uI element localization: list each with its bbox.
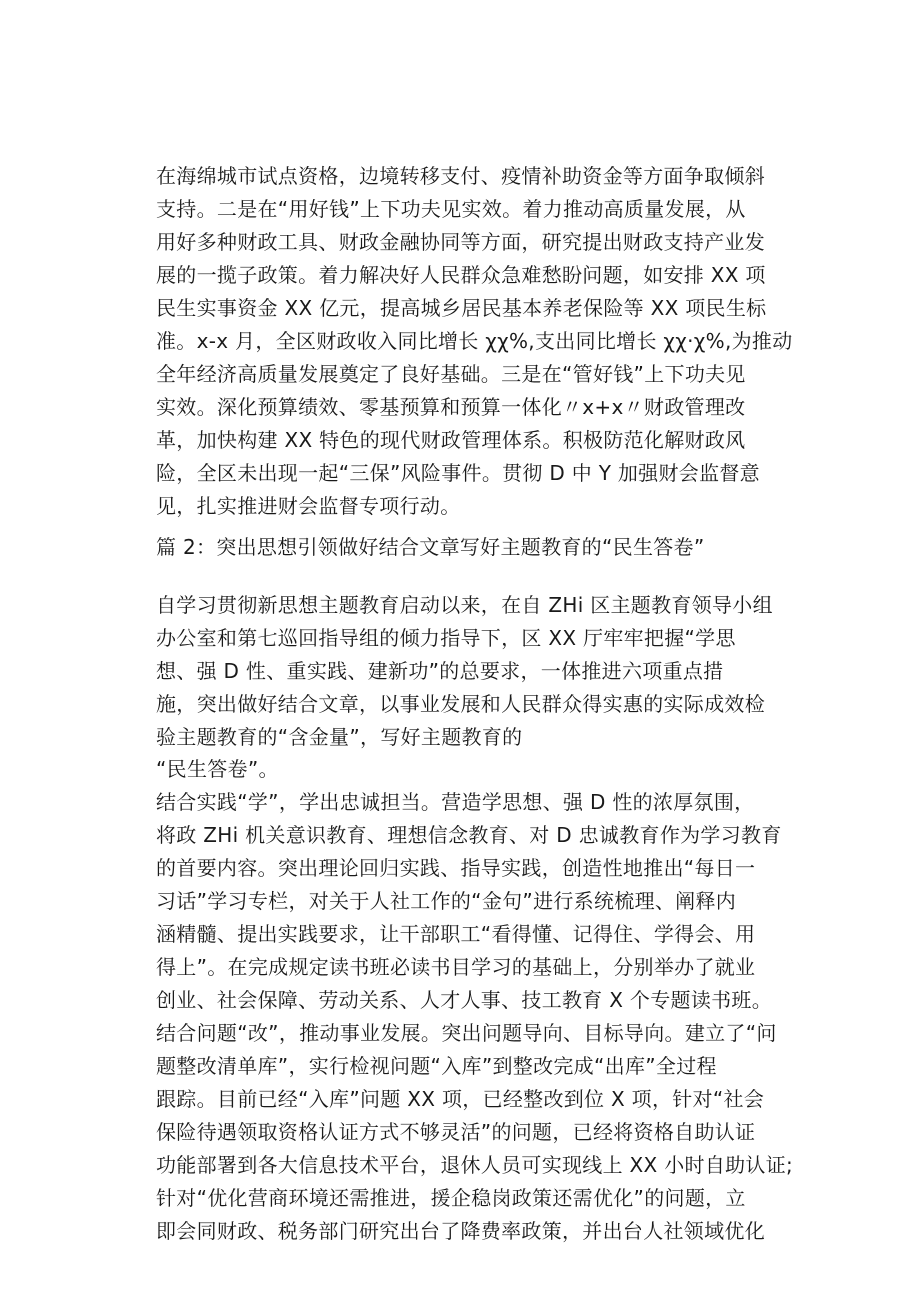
section-heading: 篇 2：突出思想引领做好结合文章写好主题教育的“民生答卷” xyxy=(156,535,705,559)
text-line: 见，扎实推进财会监督专项行动。 xyxy=(156,494,461,518)
text-line: 功能部署到各大信息技术平台，退休人员可实现线上 XX 小时自助认证; xyxy=(156,1153,794,1177)
text-line: 将政 ZHi 机关意识教育、理想信念教育、对 D 忠诚教育作为学习教育 xyxy=(156,823,782,847)
text-line: 创业、社会保障、劳动关系、人才人事、技工教育 X 个专题读书班。 xyxy=(156,988,773,1012)
text-line: 施，突出做好结合文章，以事业发展和人民群众得实惠的实际成效检 xyxy=(156,692,765,716)
text-line: 结合实践“学”，学出忠诚担当。营造学思想、强 D 性的浓厚氛围， xyxy=(156,790,755,814)
text-line: 的首要内容。突出理论回归实践、指导实践，创造性地推出“每日一 xyxy=(156,856,756,880)
text-line: 跟踪。目前已经“入库”问题 XX 项，已经整改到位 X 项，针对“社会 xyxy=(156,1087,765,1111)
text-line: 保险待遇领取资格认证方式不够灵活”的问题，已经将资格自助认证 xyxy=(156,1120,756,1144)
text-line: 办公室和第七巡回指导组的倾力指导下，区 XX 厅牢牢把握“学思 xyxy=(156,626,736,650)
text-line: 结合问题“改”，推动事业发展。突出问题导向、目标导向。建立了“问 xyxy=(156,1021,777,1045)
text-line: 全年经济高质量发展奠定了良好基础。三是在“管好钱”上下功夫见 xyxy=(156,362,746,386)
text-line: 想、强 D 性、重实践、建新功”的总要求，一体推进六项重点措 xyxy=(156,659,724,683)
text-line: 民生实事资金 XX 亿元，提高城乡居民基本养老保险等 XX 项民生标 xyxy=(156,296,767,320)
text-line: 自学习贯彻新思想主题教育启动以来，在自 ZHi 区主题教育领导小组 xyxy=(156,593,773,617)
text-line: 涵精髓、提出实践要求，让干部职工“看得懂、记得住、学得会、用 xyxy=(156,922,756,946)
text-line: “民生答卷”。 xyxy=(156,757,279,781)
text-line: 得上”。在完成规定读书班必读书目学习的基础上，分别举办了就业 xyxy=(156,955,756,979)
text-line: 即会同财政、税务部门研究出台了降费率政策，并出台人社领域优化 xyxy=(156,1219,765,1243)
text-line: 革，加快构建 XX 特色的现代财政管理体系。积极防范化解财政风 xyxy=(156,428,746,452)
text-line: 习话”学习专栏，对关于人社工作的“金句”进行系统梳理、阐释内 xyxy=(156,889,737,913)
text-line: 险，全区未出现一起“三保”风险事件。贯彻 D 中 Y 加强财会监督意 xyxy=(156,461,760,485)
text-line: 在海绵城市试点资格，边境转移支付、疫情补助资金等方面争取倾斜 xyxy=(156,164,765,188)
text-line: 针对“优化营商环境还需推进，援企稳岗政策还需优化”的问题，立 xyxy=(156,1186,746,1210)
text-line: 用好多种财政工具、财政金融协同等方面，研究提出财政支持产业发 xyxy=(156,230,765,254)
text-line: 题整改清单库”，实行检视问题“入库”到整改完成“出库”全过程 xyxy=(156,1054,717,1078)
text-line: 实效。深化预算绩效、零基预算和预算一体化〃x+x〃财政管理改 xyxy=(156,395,746,419)
text-line: 支持。二是在“用好钱”上下功夫见实效。着力推动高质量发展，从 xyxy=(156,197,746,221)
text-line: 验主题教育的“含金量”，写好主题教育的 xyxy=(156,725,523,749)
text-line: 准。x-x 月，全区财政收入同比增长 χχ%,支出同比增长 χχ·χ%,为推动 xyxy=(156,329,793,353)
text-line: 展的一揽子政策。着力解决好人民群众急难愁盼问题，如安排 XX 项 xyxy=(156,263,766,287)
